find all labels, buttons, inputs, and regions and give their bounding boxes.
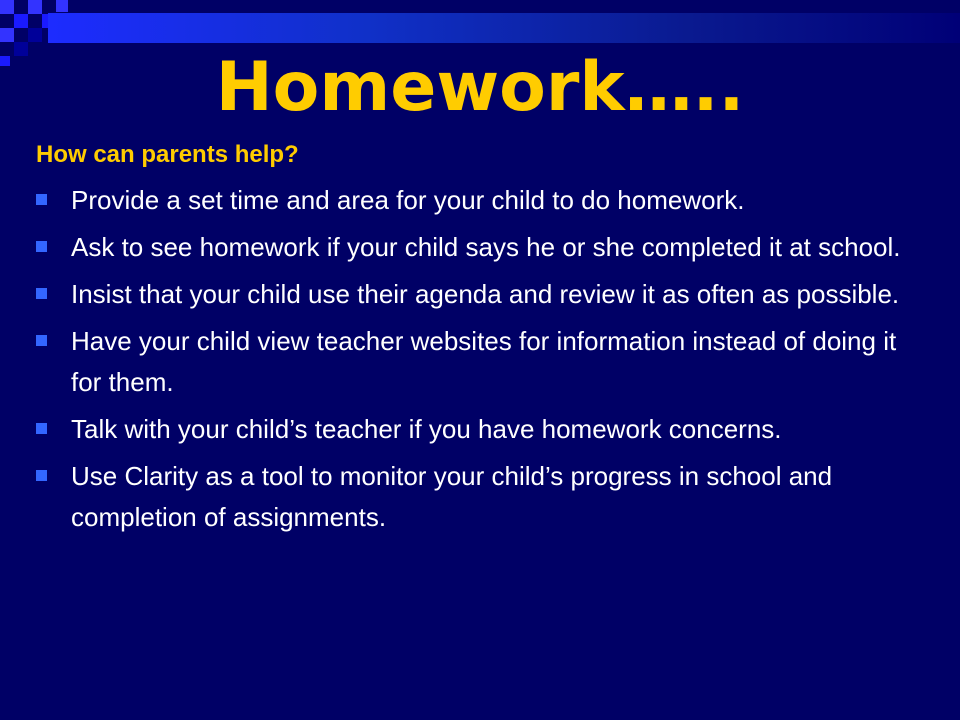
decor-square: [56, 0, 68, 12]
bullet-text: Insist that your child use their agenda and review it as often as possible.: [71, 279, 900, 309]
square-bullet-icon: [36, 288, 47, 299]
bullet-item: [36, 274, 926, 315]
decor-square: [28, 28, 42, 42]
bullet-list: [36, 180, 926, 544]
decor-square: [0, 0, 14, 14]
bullet-item: [36, 409, 926, 450]
slide-subtitle: How can parents help?: [36, 141, 299, 168]
bullet-item: [36, 227, 926, 268]
header-accent-bar: [48, 13, 960, 43]
bullet-item: [36, 321, 926, 403]
square-bullet-icon: [36, 423, 47, 434]
bullet-text: Talk with your child’s teacher if you have homework concerns.: [71, 414, 782, 444]
bullet-text: Provide a set time and area for your child to do homework.: [71, 185, 745, 215]
decor-square: [28, 0, 42, 14]
bullet-text: Use Clarity as a tool to monitor your child’s progress in school and completion of assignments.: [71, 461, 833, 532]
decor-square: [14, 14, 28, 28]
bullet-text: Have your child view teacher websites for information instead of doing it for them.: [71, 326, 897, 397]
bullet-text: Ask to see homework if your child says he or she completed it at school.: [71, 232, 901, 262]
square-bullet-icon: [36, 470, 47, 481]
square-bullet-icon: [36, 335, 47, 346]
bullet-item: [36, 180, 926, 221]
slide-title: Homework…..: [215, 48, 745, 127]
bullet-item: [36, 456, 926, 538]
decor-square: [0, 28, 14, 42]
square-bullet-icon: [36, 241, 47, 252]
square-bullet-icon: [36, 194, 47, 205]
